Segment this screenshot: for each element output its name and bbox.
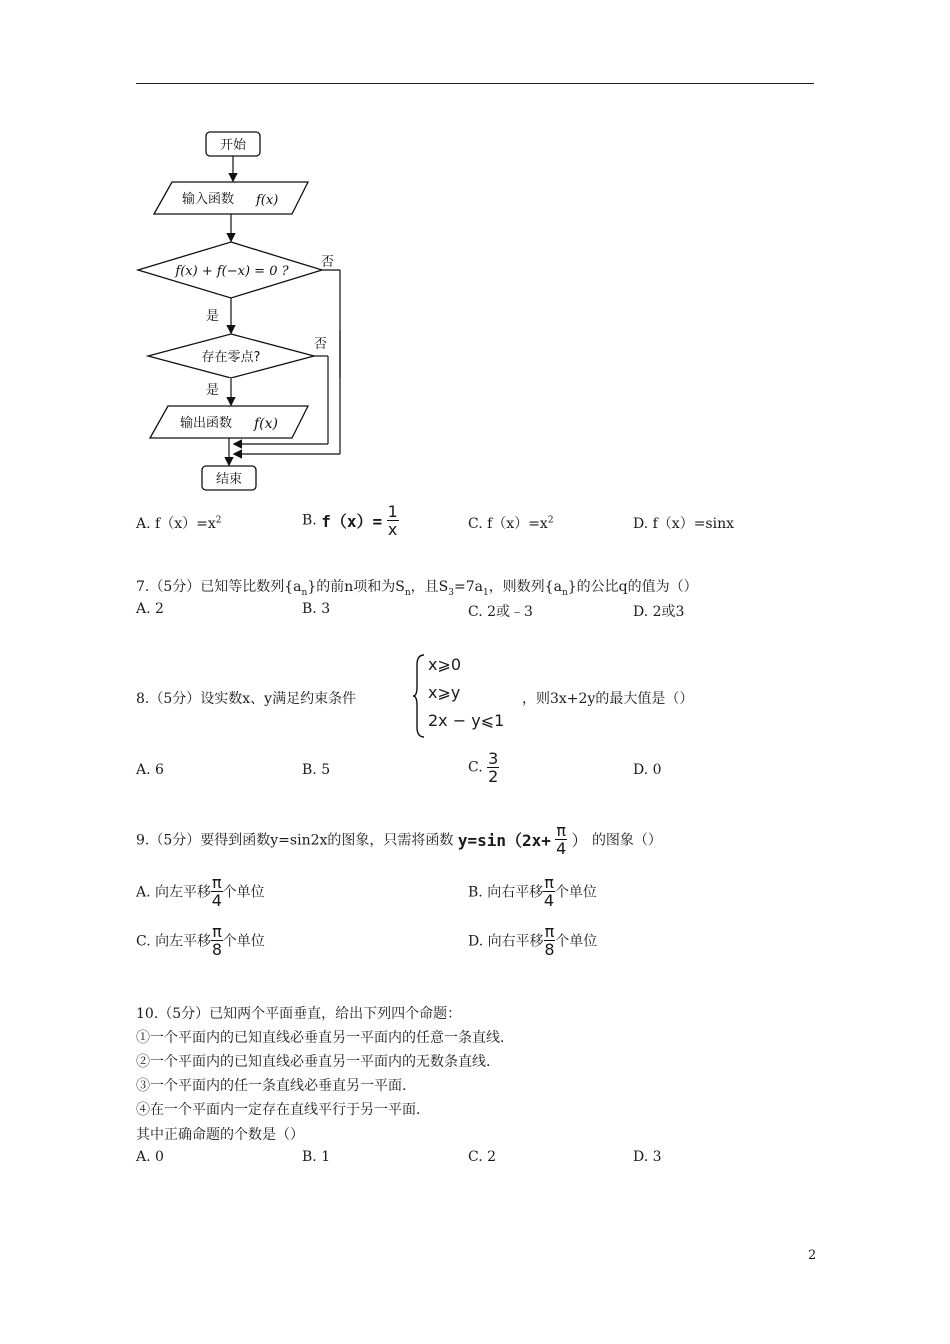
q10-question: 其中正确命题的个数是（） — [136, 1127, 304, 1143]
q8-option-c: C. $\frac{3}{2}$ — [468, 749, 499, 786]
q8-constraint-2: x⩾y — [428, 683, 461, 702]
q6-option-a: A. $f(x)=x^2$ — [136, 515, 222, 532]
q10-proposition-4: ④在一个平面内一定存在直线平行于另一平面. — [136, 1102, 421, 1118]
q6-option-b: B. f（x）= $\frac{1}{x}$ — [302, 502, 398, 539]
q10-option-c: C. 2 — [468, 1149, 497, 1165]
flow-start-label: 开始 — [219, 138, 247, 153]
flow-input-fx: f(x) — [256, 193, 279, 208]
flow-yes-label-2: 是 — [206, 383, 220, 398]
q10-proposition-3: ③一个平面内的任一条直线必垂直另一平面. — [136, 1078, 407, 1094]
left-brace-icon — [412, 653, 426, 739]
q8-stem: 8.（5分）设实数x、y满足约束条件 — [136, 691, 357, 707]
q9-option-a: A. 向左平移 $\frac{\pi}{4}$ 个单位 — [136, 873, 265, 910]
q9-option-c: C. 向左平移 $\frac{\pi}{8}$ 个单位 — [136, 922, 265, 959]
q8-option-b: B. 5 — [302, 762, 331, 778]
q7-option-c: C. 2或﹣3 — [468, 604, 533, 620]
q7-option-a: A. 2 — [136, 601, 164, 617]
q6-option-c: C. $f(x)=x^2$ — [468, 515, 554, 532]
q7-option-d: D. 2或3 — [633, 604, 685, 620]
flow-output-label: 输出函数 — [179, 416, 233, 431]
flow-no-label-1: 否 — [321, 255, 335, 270]
flow-output-fx: f(x) — [254, 416, 279, 432]
flow-input-label: 输入函数 — [181, 192, 235, 207]
q10-stem: 10.（5分）已知两个平面垂直，给出下列四个命题： — [136, 1006, 462, 1022]
q10-option-d: D. 3 — [633, 1149, 662, 1165]
flow-cond2-label: 存在零点? — [201, 350, 261, 365]
q10-option-a: A. 0 — [136, 1149, 164, 1165]
q9-stem: 9.（5分）要得到函数y=sin2x的图象，只需将函数 y=sin（2x+ $\frac{\pi}{4}$ ） 的图象（） — [136, 821, 662, 858]
q9-option-d: D. 向右平移 $\frac{\pi}{8}$ 个单位 — [468, 922, 598, 959]
q8-option-d: D. 0 — [633, 762, 662, 778]
flow-cond1-label: f(x) + f(−x) = 0 ? — [175, 264, 289, 279]
q8-stem-2: ，则3x+2y的最大值是（） — [522, 691, 694, 707]
q7-stem: 7.（5分）已知等比数列$\{a_n\}$的前n项和为$S_n$，且$S_3=7a_1$，则数列$\{a_n\}$的公比q的值为（） — [136, 579, 698, 598]
header-rule — [136, 83, 814, 84]
flow-yes-label-1: 是 — [206, 309, 220, 324]
page-number: 2 — [808, 1248, 817, 1263]
q7-option-b: B. 3 — [302, 601, 331, 617]
q8-constraint-1: x⩾0 — [428, 655, 462, 674]
q8-option-a: A. 6 — [136, 762, 164, 778]
flow-end-label: 结束 — [215, 472, 243, 487]
q10-proposition-1: ①一个平面内的已知直线必垂直另一平面内的任意一条直线. — [136, 1030, 505, 1046]
q8-constraint-system — [412, 653, 508, 739]
flowchart-lower — [120, 330, 360, 510]
flow-no-label-2: 否 — [314, 337, 328, 352]
q9-option-b: B. 向右平移 $\frac{\pi}{4}$ 个单位 — [468, 873, 597, 910]
q6-option-d: D. f（x）=sinx — [633, 516, 735, 532]
q10-proposition-2: ②一个平面内的已知直线必垂直另一平面内的无数条直线. — [136, 1054, 491, 1070]
q8-constraint-3: 2x − y⩽1 — [428, 711, 505, 730]
q10-option-b: B. 1 — [302, 1149, 331, 1165]
